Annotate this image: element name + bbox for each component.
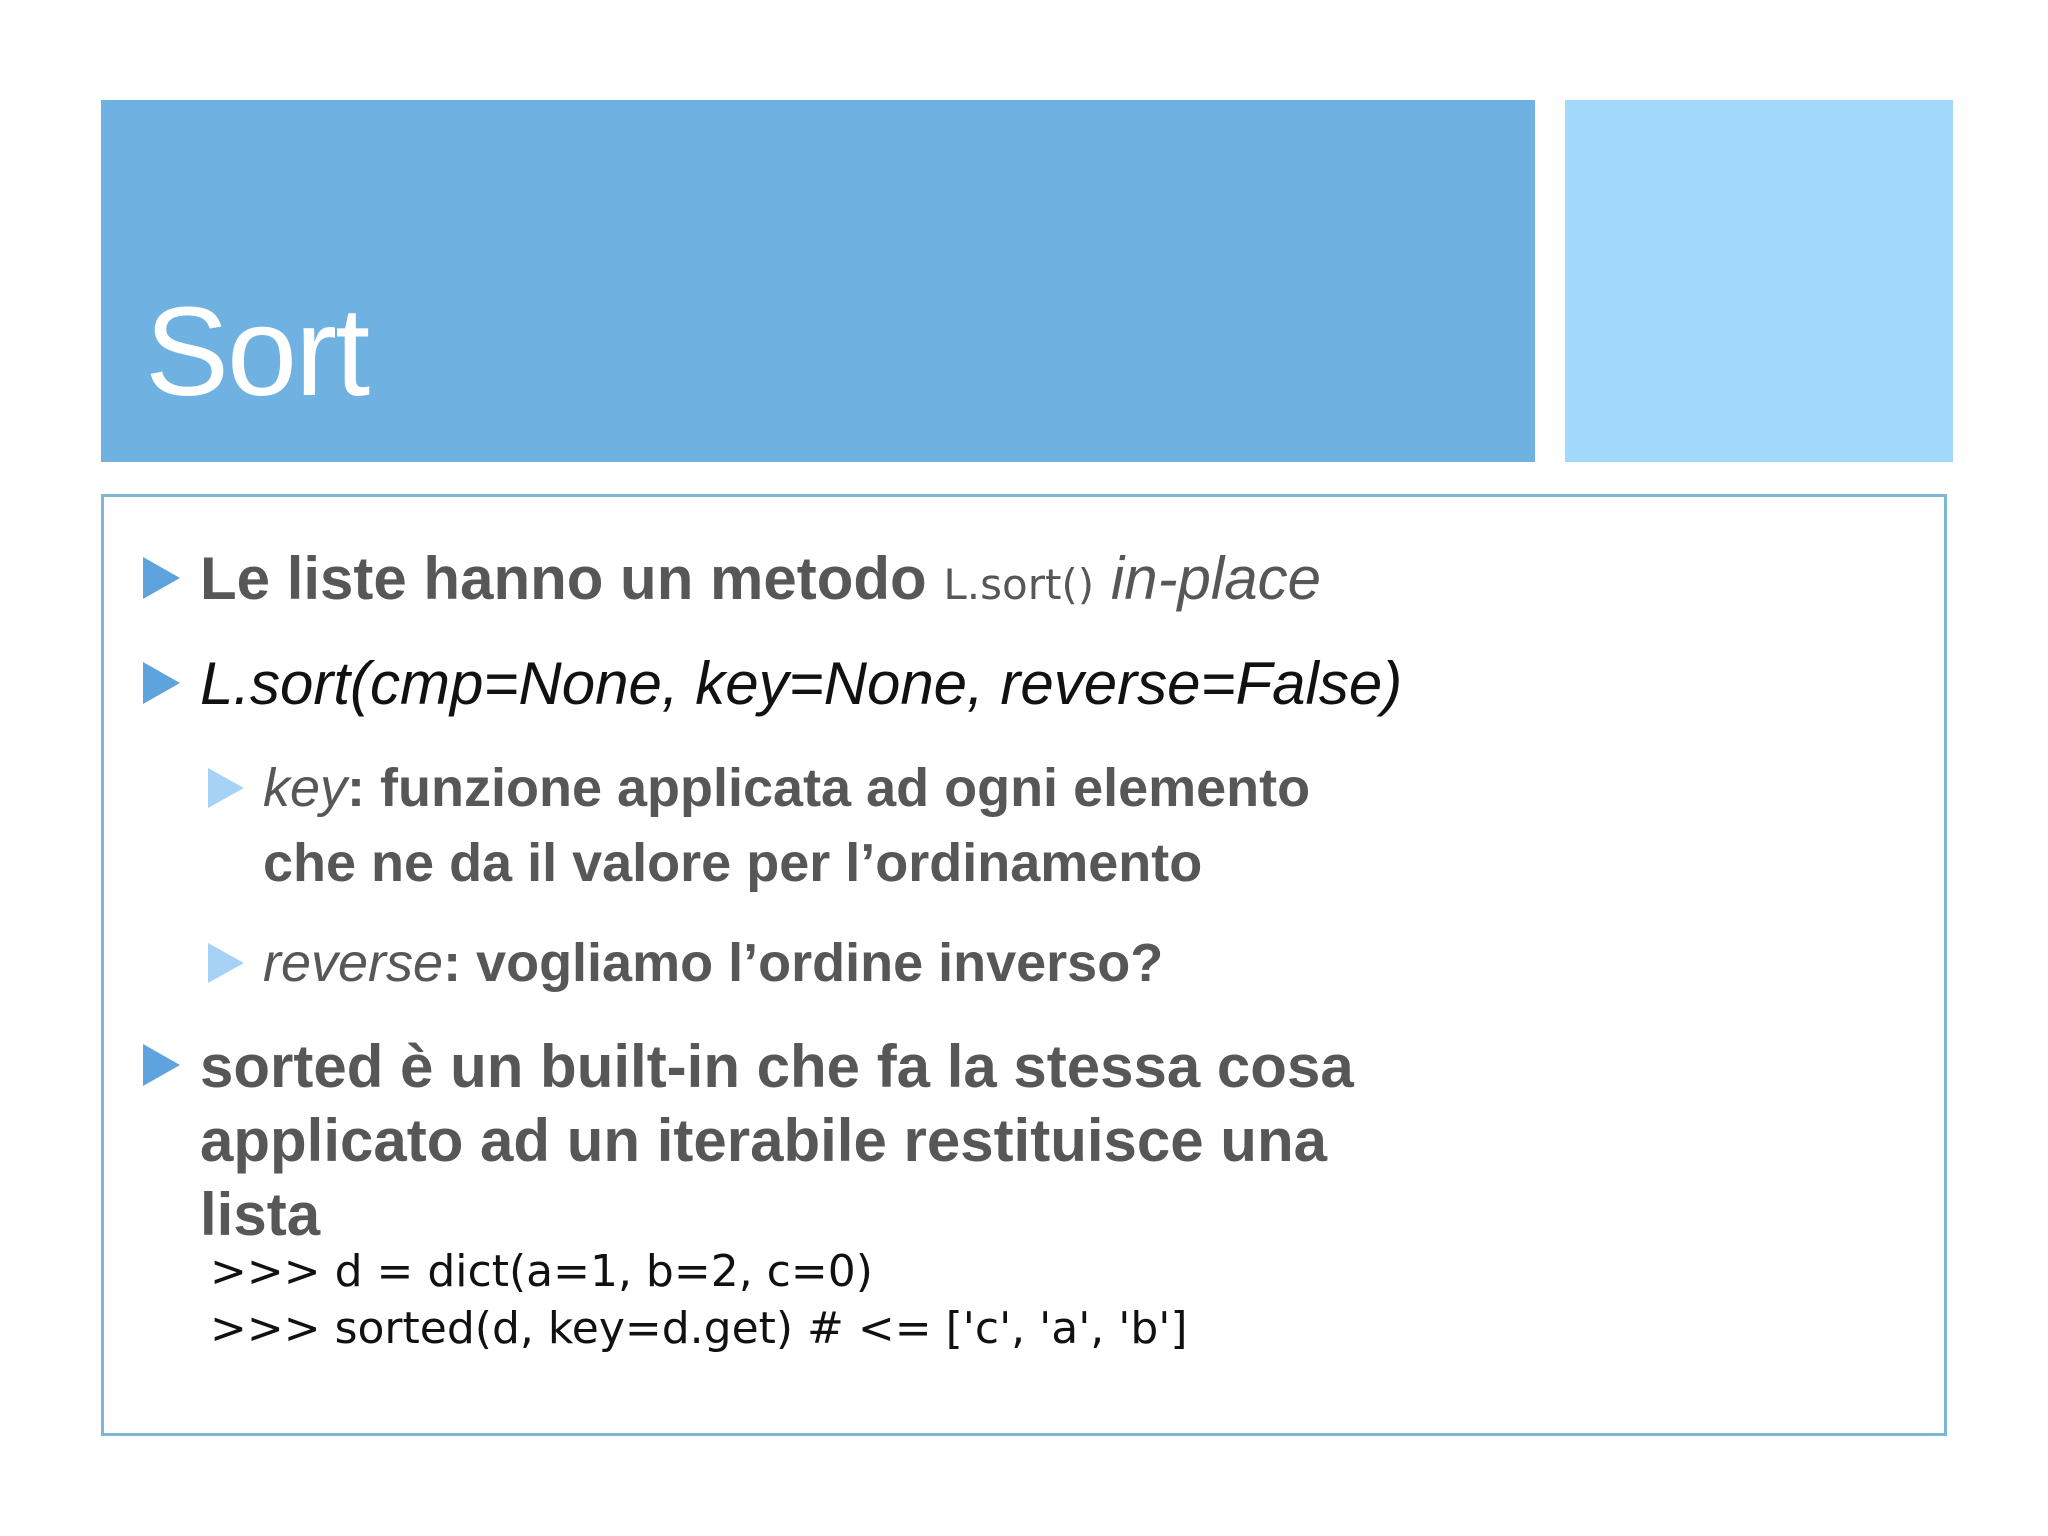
title-accent-block bbox=[1565, 100, 1953, 462]
bullet-3-line1: sorted è un built-in che fa la stessa cosa bbox=[200, 1033, 1354, 1100]
bullet-arrow-icon bbox=[143, 557, 180, 599]
sub-bullet-reverse bbox=[263, 926, 1163, 1000]
code-line-2: >>> sorted(d, key=d.get) # <= ['c', 'a', 'b'] bbox=[210, 1303, 1188, 1354]
sub-bullet-arrow-icon bbox=[208, 943, 244, 983]
code-line-1: >>> d = dict(a=1, b=2, c=0) bbox=[210, 1246, 873, 1297]
slide-title: Sort bbox=[145, 281, 369, 422]
sub-bullet-key-line2: che ne da il valore per l’ordinamento bbox=[263, 833, 1203, 893]
bullet-arrow-icon bbox=[143, 662, 180, 704]
bullet-3-line3: lista bbox=[200, 1181, 321, 1248]
bullet-1 bbox=[200, 542, 1321, 622]
sub-bullet-key bbox=[263, 751, 1310, 825]
bullet-1-italic: in-place bbox=[1110, 545, 1321, 612]
bullet-2: L.sort(cmp=None, key=None, reverse=False) bbox=[200, 650, 1403, 717]
bullet-arrow-icon bbox=[143, 1044, 180, 1086]
sub-bullet-key-line1: : funzione applicata ad ogni elemento bbox=[347, 758, 1311, 818]
sub-bullet-reverse-italic: reverse bbox=[263, 933, 444, 993]
sub-bullet-arrow-icon bbox=[208, 768, 244, 808]
bullet-3-line2: applicato ad un iterabile restituisce una bbox=[200, 1107, 1327, 1174]
sub-bullet-key-italic: key bbox=[263, 758, 348, 818]
sub-bullet-reverse-text: : vogliamo l’ordine inverso? bbox=[443, 933, 1164, 993]
bullet-1-code: L.sort() bbox=[943, 560, 1095, 609]
bullet-1-text: Le liste hanno un metodo bbox=[200, 545, 944, 612]
